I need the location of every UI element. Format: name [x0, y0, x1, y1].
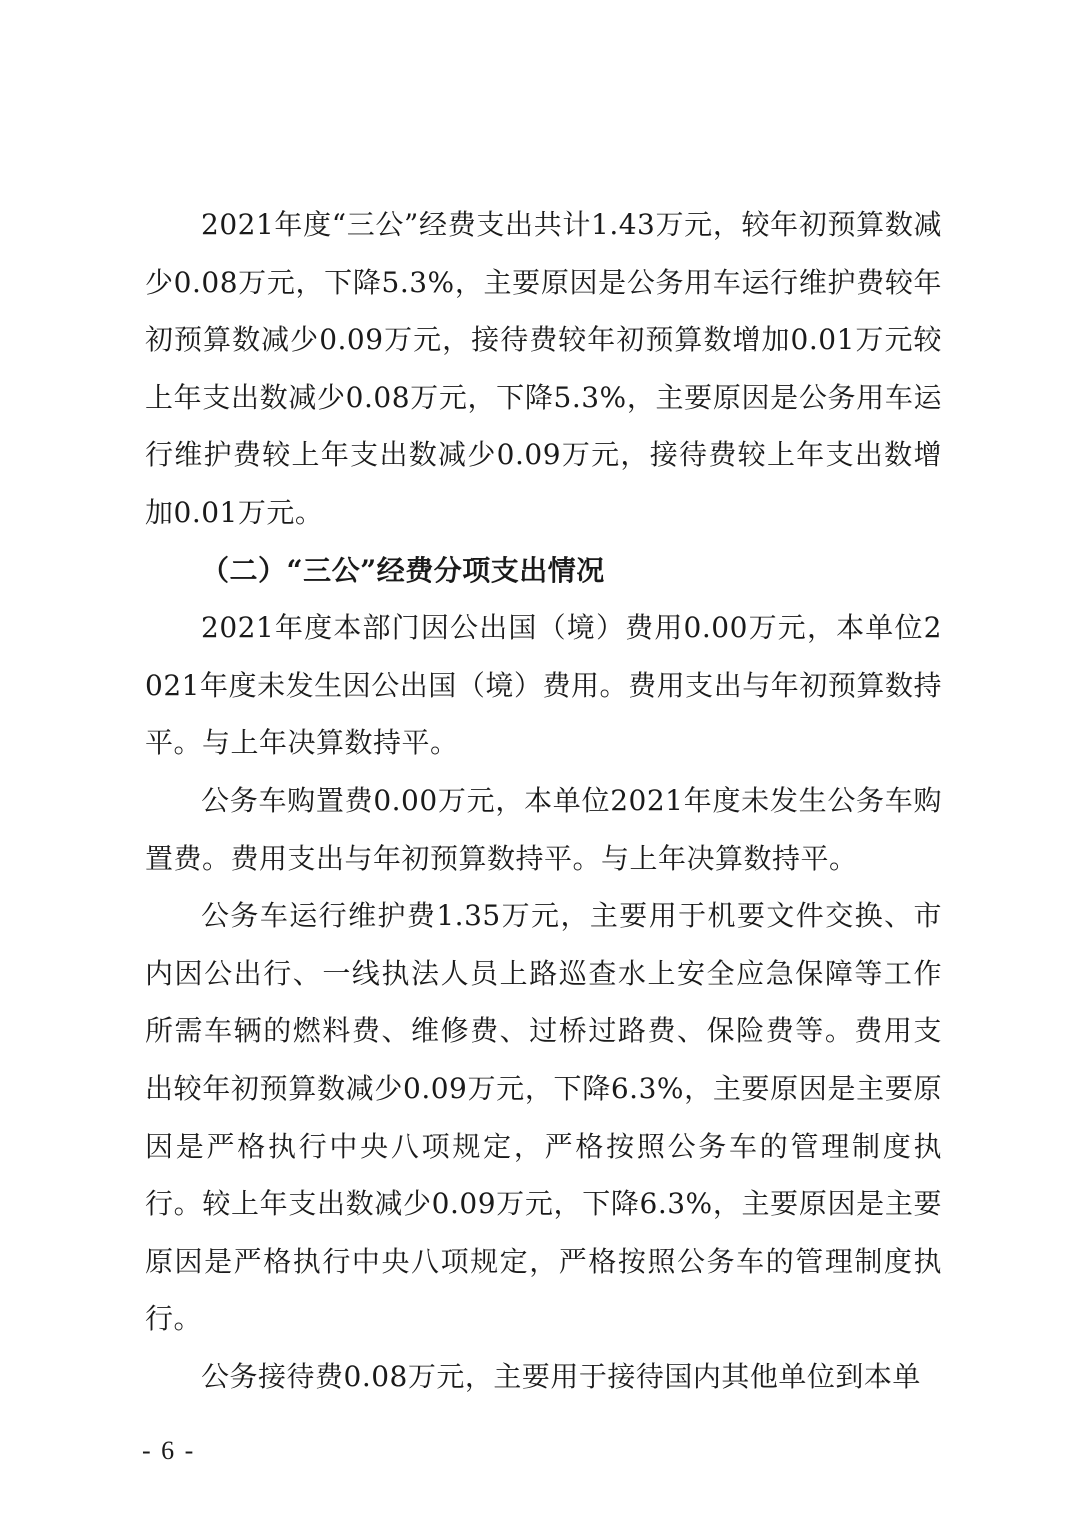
document-body — [145, 196, 942, 1405]
paragraph-vehicle-purchase: 公务车购置费0.00万元，本单位2021年度未发生公务车购置费。费用支出与年初预算数持平。与上年决算数持平。 — [145, 783, 942, 875]
page-number: - 6 - — [142, 1436, 196, 1465]
paragraph-summary: 2021年度“三公”经费支出共计1.43万元，较年初预算数减少0.08万元，下降5.3%，主要原因是公务用车运行维护费较年初预算数减少0.09万元，接待费较年初预算数增加0.01万元较上年支出数减少0.08万元，下降5.3%，主要原因是公务用车运行维护费较上年支出数减少0.09万元，接待费较上年支出数增加0.01万元。 — [145, 208, 942, 529]
paragraph-reception: 公务接待费0.08万元，主要用于接待国内其他单位到本单 — [201, 1359, 921, 1393]
paragraph-overseas-travel: 2021年度本部门因公出国（境）费用0.00万元，本单位2021年度未发生因公出国（境）费用。费用支出与年初预算数持平。与上年决算数持平。 — [145, 611, 942, 760]
paragraph-vehicle-operation: 公务车运行维护费1.35万元，主要用于机要文件交换、市内因公出行、一线执法人员上路巡查水上安全应急保障等工作所需车辆的燃料费、维修费、过桥过路费、保险费等。费用支出较年初预算数减少0.09万元，下降6.3%，主要原因是主要原因是严格执行中央八项规定，严格按照公务车的管理制度执行。较上年支出数减少0.09万元，下降6.3%，主要原因是主要原因是严格执行中央八项规定，严格按照公务车的管理制度执行。 — [145, 899, 942, 1336]
section-heading: （二）“三公”经费分项支出情况 — [201, 553, 605, 587]
